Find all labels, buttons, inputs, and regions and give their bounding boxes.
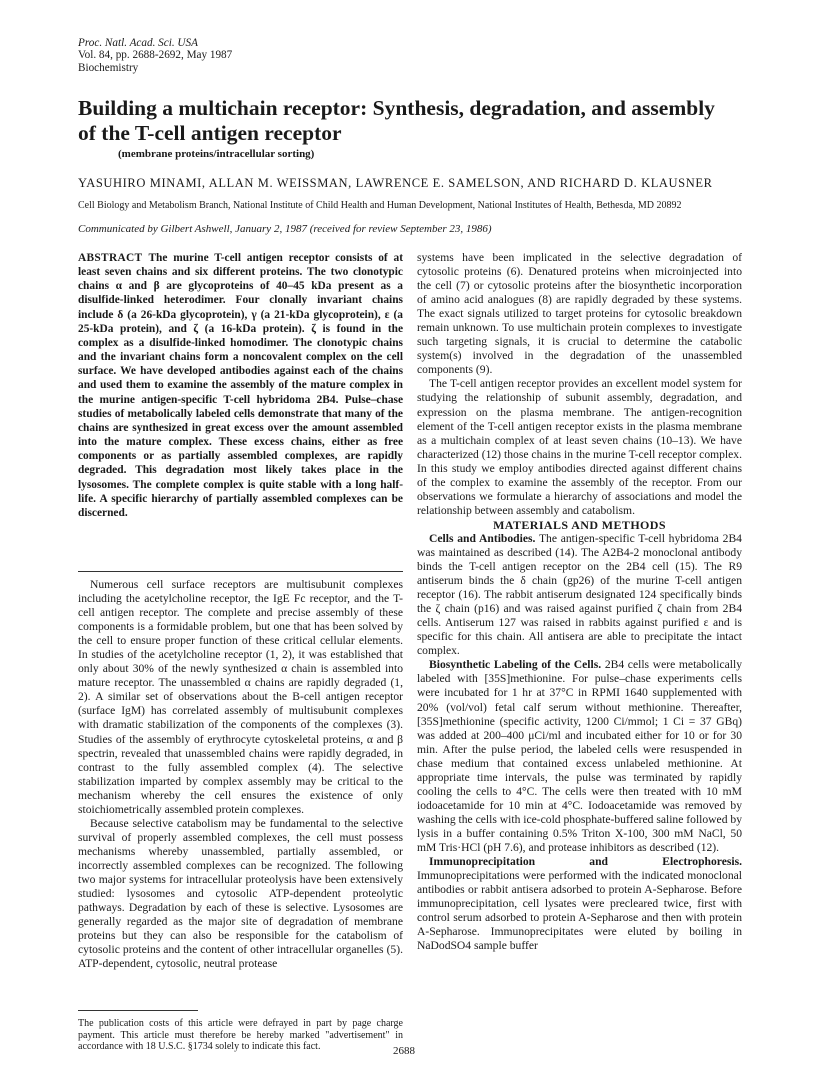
paragraph-text: The antigen-specific T-cell hybridoma 2B4 was maintained as described (14). The A2B4-2 monoclonal antibody binds the T-cell antigen receptor on the 2B4 cell (15). The R9 antiserum binds the δ chain (gp26) of the murine T-cell antigen receptor (16). The rabbit antiserum designated 124 specifically binds the ζ chain (p16) and was raised against purified ζ chain from 2B4 cells. Antiserum 127 was raised in rabbits against purified ε and is specific for this chain. All antisera are able to precipitate the intact complex. — [417, 531, 742, 658]
left-column-body — [78, 578, 403, 971]
journal-name: Proc. Natl. Acad. Sci. USA — [78, 37, 198, 49]
run-in-heading: Biosynthetic Labeling of the Cells. — [429, 658, 602, 672]
paragraph-text: 2B4 cells were metabolically labeled with [35S]methionine. For pulse–chase experiments cells were incubated for 1 hr at 37°C in RPMI 1640 supplemented with 20% (vol/vol) fetal calf serum without methionine. Thereafter, [35S]methionine (specific activity, 1200 Ci/mmol; 1 Ci = 37 GBq) was added at 200–400 μCi/ml and incubated either for 10 or for 30 min. After the pulse period, the labeled cells were resuspended in chase medium that contained excess unlabeled methionine. At appropriate time intervals, the pulse was terminated by rapidly cooling the cells to 4°C. The cells were then treated with 10 mM iodoacetamide for 10 min at 4°C. Iodoacetamide was removed by washing the cells with ice-cold phosphate-buffered saline followed by lysis in a buffer containing 0.5% Triton X-100, 300 mM NaCl, 50 mM Tris·HCl (pH 7.6), and protease inhibitors as described (12). — [417, 658, 742, 854]
body-paragraph: systems have been implicated in the selective degradation of cytosolic proteins (6). Denatured proteins when microinjected into the cell (7) or cytosolic proteins after the biosynthetic incorporation of amino acid analogues (8) are rapidly degraded by these systems. The exact signals utilized to target proteins for cytosolic breakdown remain unknown. To use multichain protein complexes to investigate such targeting signals, it is crucial to determine the catabolic system(s) involved in the degradation of the unassembled components (9). — [417, 251, 742, 377]
footnote-divider — [78, 1010, 198, 1011]
journal-section: Biochemistry — [78, 61, 139, 74]
authors: YASUHIRO MINAMI, ALLAN M. WEISSMAN, LAWRENCE E. SAMELSON, AND RICHARD D. KLAUSNER — [78, 176, 713, 190]
section-heading: MATERIALS AND METHODS — [493, 517, 666, 532]
abstract-text: The murine T-cell antigen receptor consists of at least seven chains and six different proteins. The two clonotypic chains α and β are glycoproteins of 40–45 kDa present as a disulfide-linked heterodimer. Four clonally invariant chains include δ (a 26-kDa glycoprotein), γ (a 21-kDa glycoprotein), ε (a 25-kDa protein), and ζ (a 16-kDa protein). ζ is found in the complex as a disulfide-linked homodimer. The clonotypic chains and the invariant chains form a noncovalent complex on the cell surface. We have developed antibodies against each of the chains and used them to examine the assembly of the mature complex in the murine antigen-specific T-cell hybridoma 2B4. Pulse–chase studies of metabolically labeled cells demonstrate that many of the chains are synthesized in great excess over the amount assembled into the mature complex. These excess chains, either as free components or as partially assembled complexes, are rapidly degraded. This degradation most likely takes place in the lysosomes. The complete complex is quite stable with a long half-life. A specific hierarchy of partially assembled complexes can be discerned. — [78, 252, 403, 519]
body-paragraph — [417, 532, 742, 658]
abstract-divider — [78, 571, 403, 572]
paragraph-text: Immunoprecipitations were performed with the indicated monoclonal antibodies or rabbit antisera adsorbed to protein A-Sepharose. Before immunoprecipitation, cell lysates were precleared twice, first with control serum adsorbed to protein A-Sepharose and then with protein A-Sepharose. Immunoprecipitates were eluted by boiling in NaDodSO4 sample buffer — [417, 869, 742, 953]
footnote: The publication costs of this article were defrayed in part by page charge payment. This article must therefore be hereby marked "advertisement" in accordance with 18 U.S.C. §1734 solely to indicate this fact. — [78, 1018, 403, 1053]
body-paragraph — [417, 658, 742, 855]
right-column-body — [417, 251, 742, 953]
body-paragraph — [417, 855, 742, 953]
page-number: 2688 — [393, 1045, 415, 1057]
abstract — [78, 251, 403, 520]
keywords: (membrane proteins/intracellular sorting) — [118, 148, 315, 160]
body-paragraph: The T-cell antigen receptor provides an excellent model system for studying the relationship of subunit assembly, degradation, and expression on the plasma membrane. The antigen-recognition element of the T-cell antigen receptor exists in the plasma membrane as a multichain complex of at least seven chains (10–13). We have characterized (12) those chains in the murine T-cell receptor complex. In this study we employ antibodies directed against different chains of the complex to examine the assembly of the receptor. From our observations we formulate a hierarchy of associations and model the relationship between assembly and catabolism. — [417, 377, 742, 517]
run-in-heading: Cells and Antibodies. — [429, 531, 536, 545]
paper-title: Building a multichain receptor: Synthesis, degradation, and assembly of the T-cell antigen receptor — [78, 96, 715, 145]
journal-volume: Vol. 84, pp. 2688-2692, May 1987 — [78, 49, 233, 62]
body-paragraph: Because selective catabolism may be fundamental to the selective survival of properly assembled complexes, the cell must possess mechanisms whereby unassembled, partially assembled, or incorrectly assembled complexes can be recognized. The following two major systems for intracellular proteolysis have been extensively studied: lysosomes and cytosolic ATP-dependent proteolytic pathways. Degradation by each of these is selective. Lysosomes are generally regarded as the major site of degradation of membrane proteins but they can also be responsible for the catabolism of cytosolic proteins and the content of other intracellular organelles (5). ATP-dependent, cytosolic, neutral protease — [78, 816, 403, 971]
journal-header — [78, 37, 232, 74]
affiliation: Cell Biology and Metabolism Branch, National Institute of Child Health and Human Development, National Institutes of Health, Bethesda, MD 20892 — [78, 200, 682, 211]
communicated-by: Communicated by Gilbert Ashwell, January 2, 1987 (received for review September 23, 1986) — [78, 223, 492, 235]
run-in-heading: Immunoprecipitation and Electrophoresis. — [429, 855, 742, 869]
body-paragraph: Numerous cell surface receptors are multisubunit complexes including the acetylcholine receptor, the IgE Fc receptor, and the T-cell antigen receptor. The complete and precise assembly of these components is a formidable problem, but one that has been solved by the cell to ensure proper function of these critical cellular elements. In studies of the acetylcholine receptor (1, 2), it was established that only about 30% of the newly synthesized α chain is assembled into mature receptor. The unassembled α chains are rapidly degraded (1, 2). A similar set of observations about the B-cell antigen receptor (surface IgM) has correlated assembly of multisubunit complexes with dramatic stabilization of the components of the complexes (3). Studies of the assembly of erythrocyte cytoskeletal proteins, α and β spectrin, revealed that unassembled chains were rapidly degraded, in contrast to the fully assembled complex (4). The selective stabilization imparted by complex assembly may be critical to the mechanism whereby the cell ensures the existence of only stoichiometrically assembled protein complexes. — [78, 578, 403, 816]
abstract-label: ABSTRACT — [78, 252, 143, 264]
